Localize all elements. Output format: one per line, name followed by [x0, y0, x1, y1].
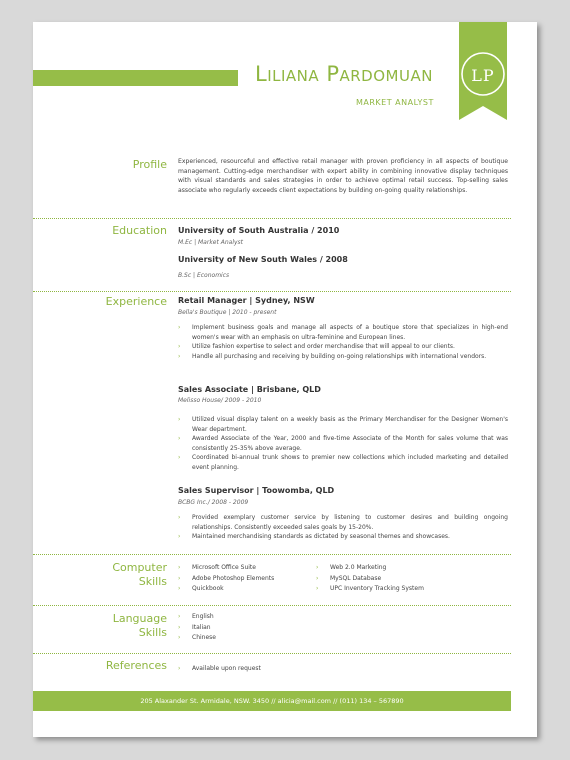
- job-title-3: Sales Supervisor | Toowomba, QLD: [178, 486, 335, 495]
- bullet-arrow-icon: ›: [178, 416, 181, 423]
- list-item: › Available upon request: [178, 664, 261, 675]
- section-divider: [33, 554, 511, 555]
- list-item: › MySQL Database: [316, 574, 424, 585]
- section-divider: [33, 605, 511, 606]
- bullet-arrow-icon: ›: [178, 634, 181, 641]
- list-item: › Web 2.0 Marketing: [316, 563, 424, 574]
- list-item: › Implement business goals and manage all aspects of a boutique store that specializes in high-end women's wear with an emphasis on ultra-feminine and European lines.: [178, 324, 508, 341]
- bullet-arrow-icon: ›: [178, 665, 181, 672]
- bullet-arrow-icon: ›: [178, 574, 181, 582]
- job-company-3: BCBG Inc./ 2008 - 2009: [178, 499, 249, 506]
- education-school-2: University of New South Wales / 2008: [178, 255, 348, 264]
- candidate-role: MARKET ANALYST: [356, 98, 434, 107]
- bullet-arrow-icon: ›: [178, 435, 181, 442]
- section-label-references: References: [105, 659, 167, 672]
- bullet-arrow-icon: ›: [178, 613, 181, 620]
- job-title-2: Sales Associate | Brisbane, QLD: [178, 385, 321, 394]
- education-degree-2: B.Sc | Economics: [178, 272, 230, 279]
- section-divider: [33, 653, 511, 654]
- bullet-arrow-icon: ›: [316, 574, 319, 582]
- bullet-arrow-icon: ›: [178, 454, 181, 461]
- computer-skills-right: [316, 563, 424, 595]
- list-item: › Utilize fashion expertise to select and order merchandise that will appeal to our clients.: [178, 343, 455, 350]
- list-item: › Awarded Associate of the Year, 2000 and five-time Associate of the Month for sales volume that was consistently 25-35% above average.: [178, 435, 508, 452]
- list-item: › Coordinated bi-annual trunk shows to premier new collections which included marketing and detailed event planning.: [178, 454, 508, 471]
- list-item: › Handle all purchasing and receiving by building on-going relationships with international vendors.: [178, 352, 487, 360]
- bullet-arrow-icon: ›: [178, 585, 181, 592]
- job-bullets-1: [178, 323, 508, 361]
- contact-text: 205 Alaxander St. Armidale, NSW. 3450 // alicia@mail.com // (011) 134 – 567890: [140, 697, 404, 705]
- label-line-2: Skills: [138, 575, 167, 588]
- section-divider: [33, 218, 511, 219]
- job-bullets-3: [178, 513, 508, 542]
- label-line-2: Skills: [138, 626, 167, 639]
- list-item: › Utilized visual display talent on a weekly basis as the Primary Merchandiser for the Designer Women's Wear department.: [178, 416, 508, 433]
- bullet-arrow-icon: ›: [316, 585, 319, 592]
- section-divider: [33, 291, 511, 292]
- list-item: › UPC Inventory Tracking System: [316, 584, 424, 595]
- label-line-1: Language: [112, 612, 167, 625]
- monogram-ribbon: [459, 22, 507, 120]
- section-label-language-skills: [113, 612, 167, 640]
- references-list: [178, 664, 261, 675]
- job-company-2: Melisso House/ 2009 - 2010: [178, 397, 262, 404]
- list-item: › Provided exemplary customer service by listening to customer desires and building ongoing relationships. Consistently exceeded sales goals by 15-20%.: [178, 514, 508, 531]
- education-degree-1: M.Ec | Market Analyst: [178, 239, 244, 246]
- list-item: › English: [178, 612, 216, 623]
- job-bullets-2: [178, 415, 508, 472]
- bullet-arrow-icon: ›: [178, 533, 181, 540]
- bullet-arrow-icon: ›: [178, 343, 181, 350]
- language-skills-list: [178, 612, 216, 644]
- label-line-1: Computer: [112, 561, 167, 574]
- list-item: › Microsoft Office Suite: [178, 563, 274, 574]
- bullet-arrow-icon: ›: [316, 564, 319, 571]
- section-label-experience: Experience: [105, 295, 167, 308]
- job-company-1: Bella's Boutique | 2010 - present: [178, 309, 277, 316]
- bullet-arrow-icon: ›: [178, 564, 181, 571]
- list-item: › Italian: [178, 623, 216, 634]
- monogram-text: LP: [471, 66, 495, 85]
- profile-text: Experienced, resourceful and effective retail manager with proven proficiency in all aspects of boutique management. Cutting-edge merchandiser with expert ability in combining innovative display techniques with visual standards and sales strategies in order to achieve optimal retail success. Top-selling sales associate who regularly exceeds client expectations by building on-going quality relationships.: [178, 158, 508, 194]
- list-item: › Chinese: [178, 633, 216, 644]
- section-label-profile: Profile: [132, 158, 167, 171]
- job-title-1: Retail Manager | Sydney, NSW: [178, 296, 315, 305]
- bullet-arrow-icon: ›: [178, 324, 181, 331]
- section-label-education: Education: [112, 224, 167, 237]
- bullet-arrow-icon: ›: [178, 514, 181, 521]
- bullet-arrow-icon: ›: [178, 623, 181, 631]
- candidate-name: Liliana Pardomuan: [255, 62, 433, 86]
- contact-footer: [33, 691, 511, 711]
- bullet-arrow-icon: ›: [178, 352, 181, 360]
- resume-page: [33, 22, 537, 737]
- list-item: › Quickbook: [178, 584, 274, 595]
- list-item: › Adobe Photoshop Elements: [178, 574, 274, 585]
- header-accent-bar: [33, 70, 238, 86]
- list-item: › Maintained merchandising standards as dictated by seasonal themes and showcases.: [178, 533, 450, 540]
- section-label-computer-skills: [112, 561, 167, 589]
- computer-skills-left: [178, 563, 274, 595]
- education-school-1: University of South Australia / 2010: [178, 226, 340, 235]
